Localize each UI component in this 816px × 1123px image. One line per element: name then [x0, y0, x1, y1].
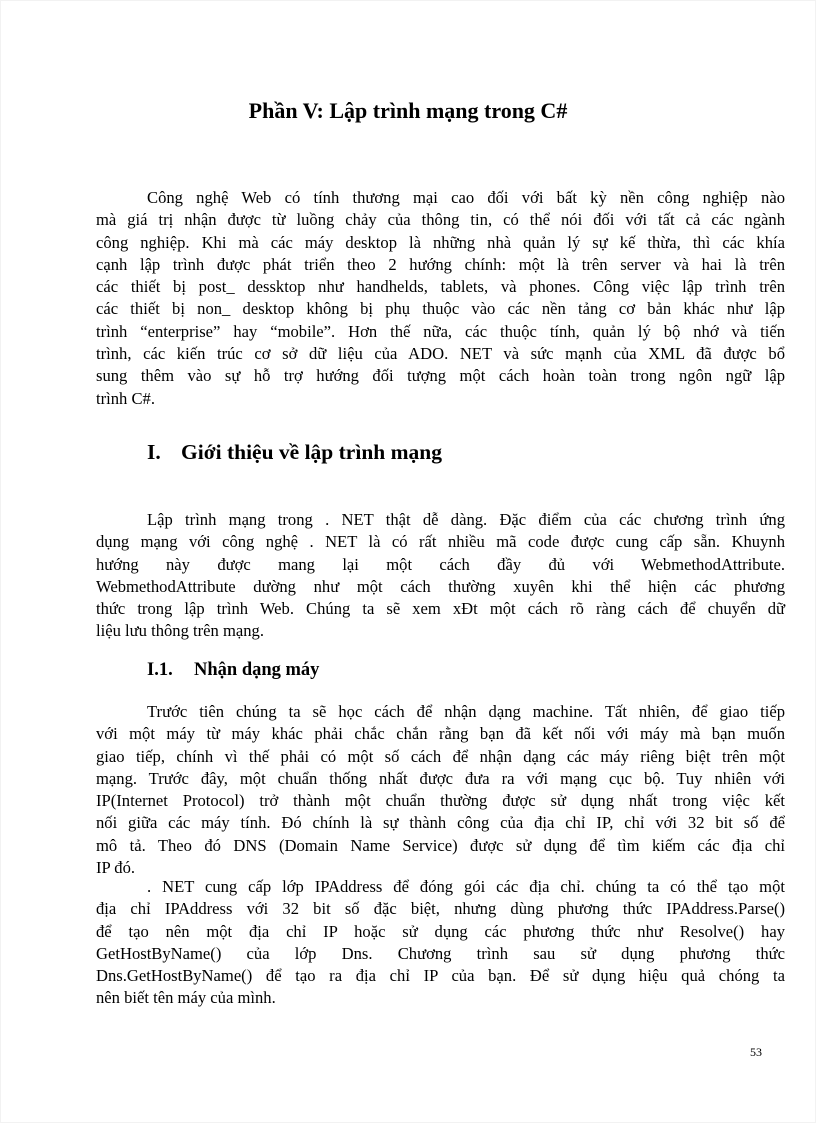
subsection-line: GetHostByName() của lớp Dns. Chương trình sau sử dụng phương thức — [96, 943, 785, 963]
subsection-line: Dns.GetHostByName() để tạo ra địa chỉ IP của bạn. Để sử dụng hiệu quả chóng ta — [96, 966, 785, 986]
subsection-line: . NET cung cấp lớp IPAddress để đóng gói các địa chỉ. chúng ta có thể tạo một — [147, 877, 785, 896]
subsection-paragraph-2 — [96, 876, 785, 1010]
section-line: dụng mạng với công nghệ . NET là có rất nhiều mã code được cung cấp sẵn. Khuynh — [96, 532, 785, 552]
subsection-title: Nhận dạng máy — [194, 660, 320, 680]
intro-line: trình C#. — [96, 388, 156, 408]
intro-line: các thiết bị post_ dessktop như handhelds, tablets, và phones. Công việc lập trình trên — [96, 277, 785, 297]
subsection-line: nối giữa các máy tính. Đó chính là sự thành công của địa chỉ IP, chỉ với 32 bit số để — [96, 813, 785, 833]
section-title: Giới thiệu về lập trình mạng — [181, 440, 442, 464]
subsection-line: IP đó. — [96, 858, 136, 878]
subsection-line: với một máy từ máy khác phải chắc chắn rằng bạn đã kết nối với máy mà bạn muốn — [96, 724, 785, 744]
subsection-line: để tạo nên một địa chỉ IP hoặc sử dụng các phương thức như Resolve() hay — [96, 921, 785, 941]
section-line: thức trong lập trình Web. Chúng ta sẽ xem xĐt một cách rõ ràng cách để chuyển dữ — [96, 599, 785, 619]
intro-line: mà giá trị nhận được từ luồng chảy của thông tin, có thể nói đối với tất cả các ngành — [96, 210, 785, 230]
intro-line: Công nghệ Web có tính thương mại cao đối với bất kỳ nền công nghiệp nào — [147, 188, 785, 207]
section-line: liệu lưu thông trên mạng. — [96, 621, 264, 641]
subsection-line: IP(Internet Protocol) trở thành một chuẩn thường được sử dụng nhất trong việc kết — [96, 791, 785, 811]
subsection-line: nên biết tên máy của mình. — [96, 988, 276, 1008]
subsection-paragraph-1 — [96, 701, 785, 879]
section-line: WebmethodAttribute dường như một cách thường xuyên khi thể hiện các phương — [96, 576, 785, 596]
intro-line: trình “enterprise” hay “mobile”. Hơn thế nữa, các thuộc tính, quản lý bộ nhớ và tiến — [96, 321, 785, 341]
intro-line: sung thêm vào sự hỗ trợ hướng đối tượng một cách hoàn toàn trong ngôn ngữ lập — [96, 366, 785, 386]
subsection-number: I.1. — [147, 660, 173, 680]
intro-line: trình, các kiến trúc cơ sở dữ liệu của ADO. NET và sức mạnh của XML đã được bổ — [96, 344, 785, 364]
intro-paragraph — [96, 187, 785, 410]
intro-line: công nghiệp. Khi mà các máy desktop là những nhà quản lý sự kế thừa, thì các khía — [96, 232, 785, 252]
intro-line: cạnh lập trình được phát triển theo 2 hướng chính: một là trên server và hai là trên — [96, 254, 785, 274]
subsection-heading — [147, 657, 319, 683]
subsection-line: giao tiếp, chính vì thế phải có một số cách để nhận dạng các máy riêng biệt trên một — [96, 746, 785, 766]
subsection-line: địa chỉ IPAddress với 32 bit số đặc biệt, nhưng dùng phương thức IPAddress.Parse() — [96, 899, 785, 919]
intro-line: các thiết bị non_ desktop không bị phụ thuộc vào các nền tảng cơ bản khác như lập — [96, 299, 785, 319]
section-number: I. — [147, 440, 161, 464]
section-line: Lập trình mạng trong . NET thật dễ dàng. Đặc điểm của các chương trình ứng — [147, 510, 785, 529]
subsection-line: mô tả. Theo đó DNS (Domain Name Service) được sử dụng để tìm kiếm các địa chỉ — [96, 835, 785, 855]
page-title: Phần V: Lập trình mạng trong C# — [248, 98, 568, 123]
page-number: 53 — [750, 1045, 762, 1059]
subsection-line: Trước tiên chúng ta sẽ học cách để nhận dạng machine. Tất nhiên, để giao tiếp — [147, 702, 785, 721]
section-heading — [147, 437, 442, 467]
section-line: hướng này được mang lại một cách đầy đủ với WebmethodAttribute. — [96, 554, 785, 574]
subsection-line: mạng. Trước đây, một chuẩn thống nhất được đưa ra với mạng cục bộ. Tuy nhiên với — [96, 768, 785, 788]
section-paragraph — [96, 509, 785, 643]
